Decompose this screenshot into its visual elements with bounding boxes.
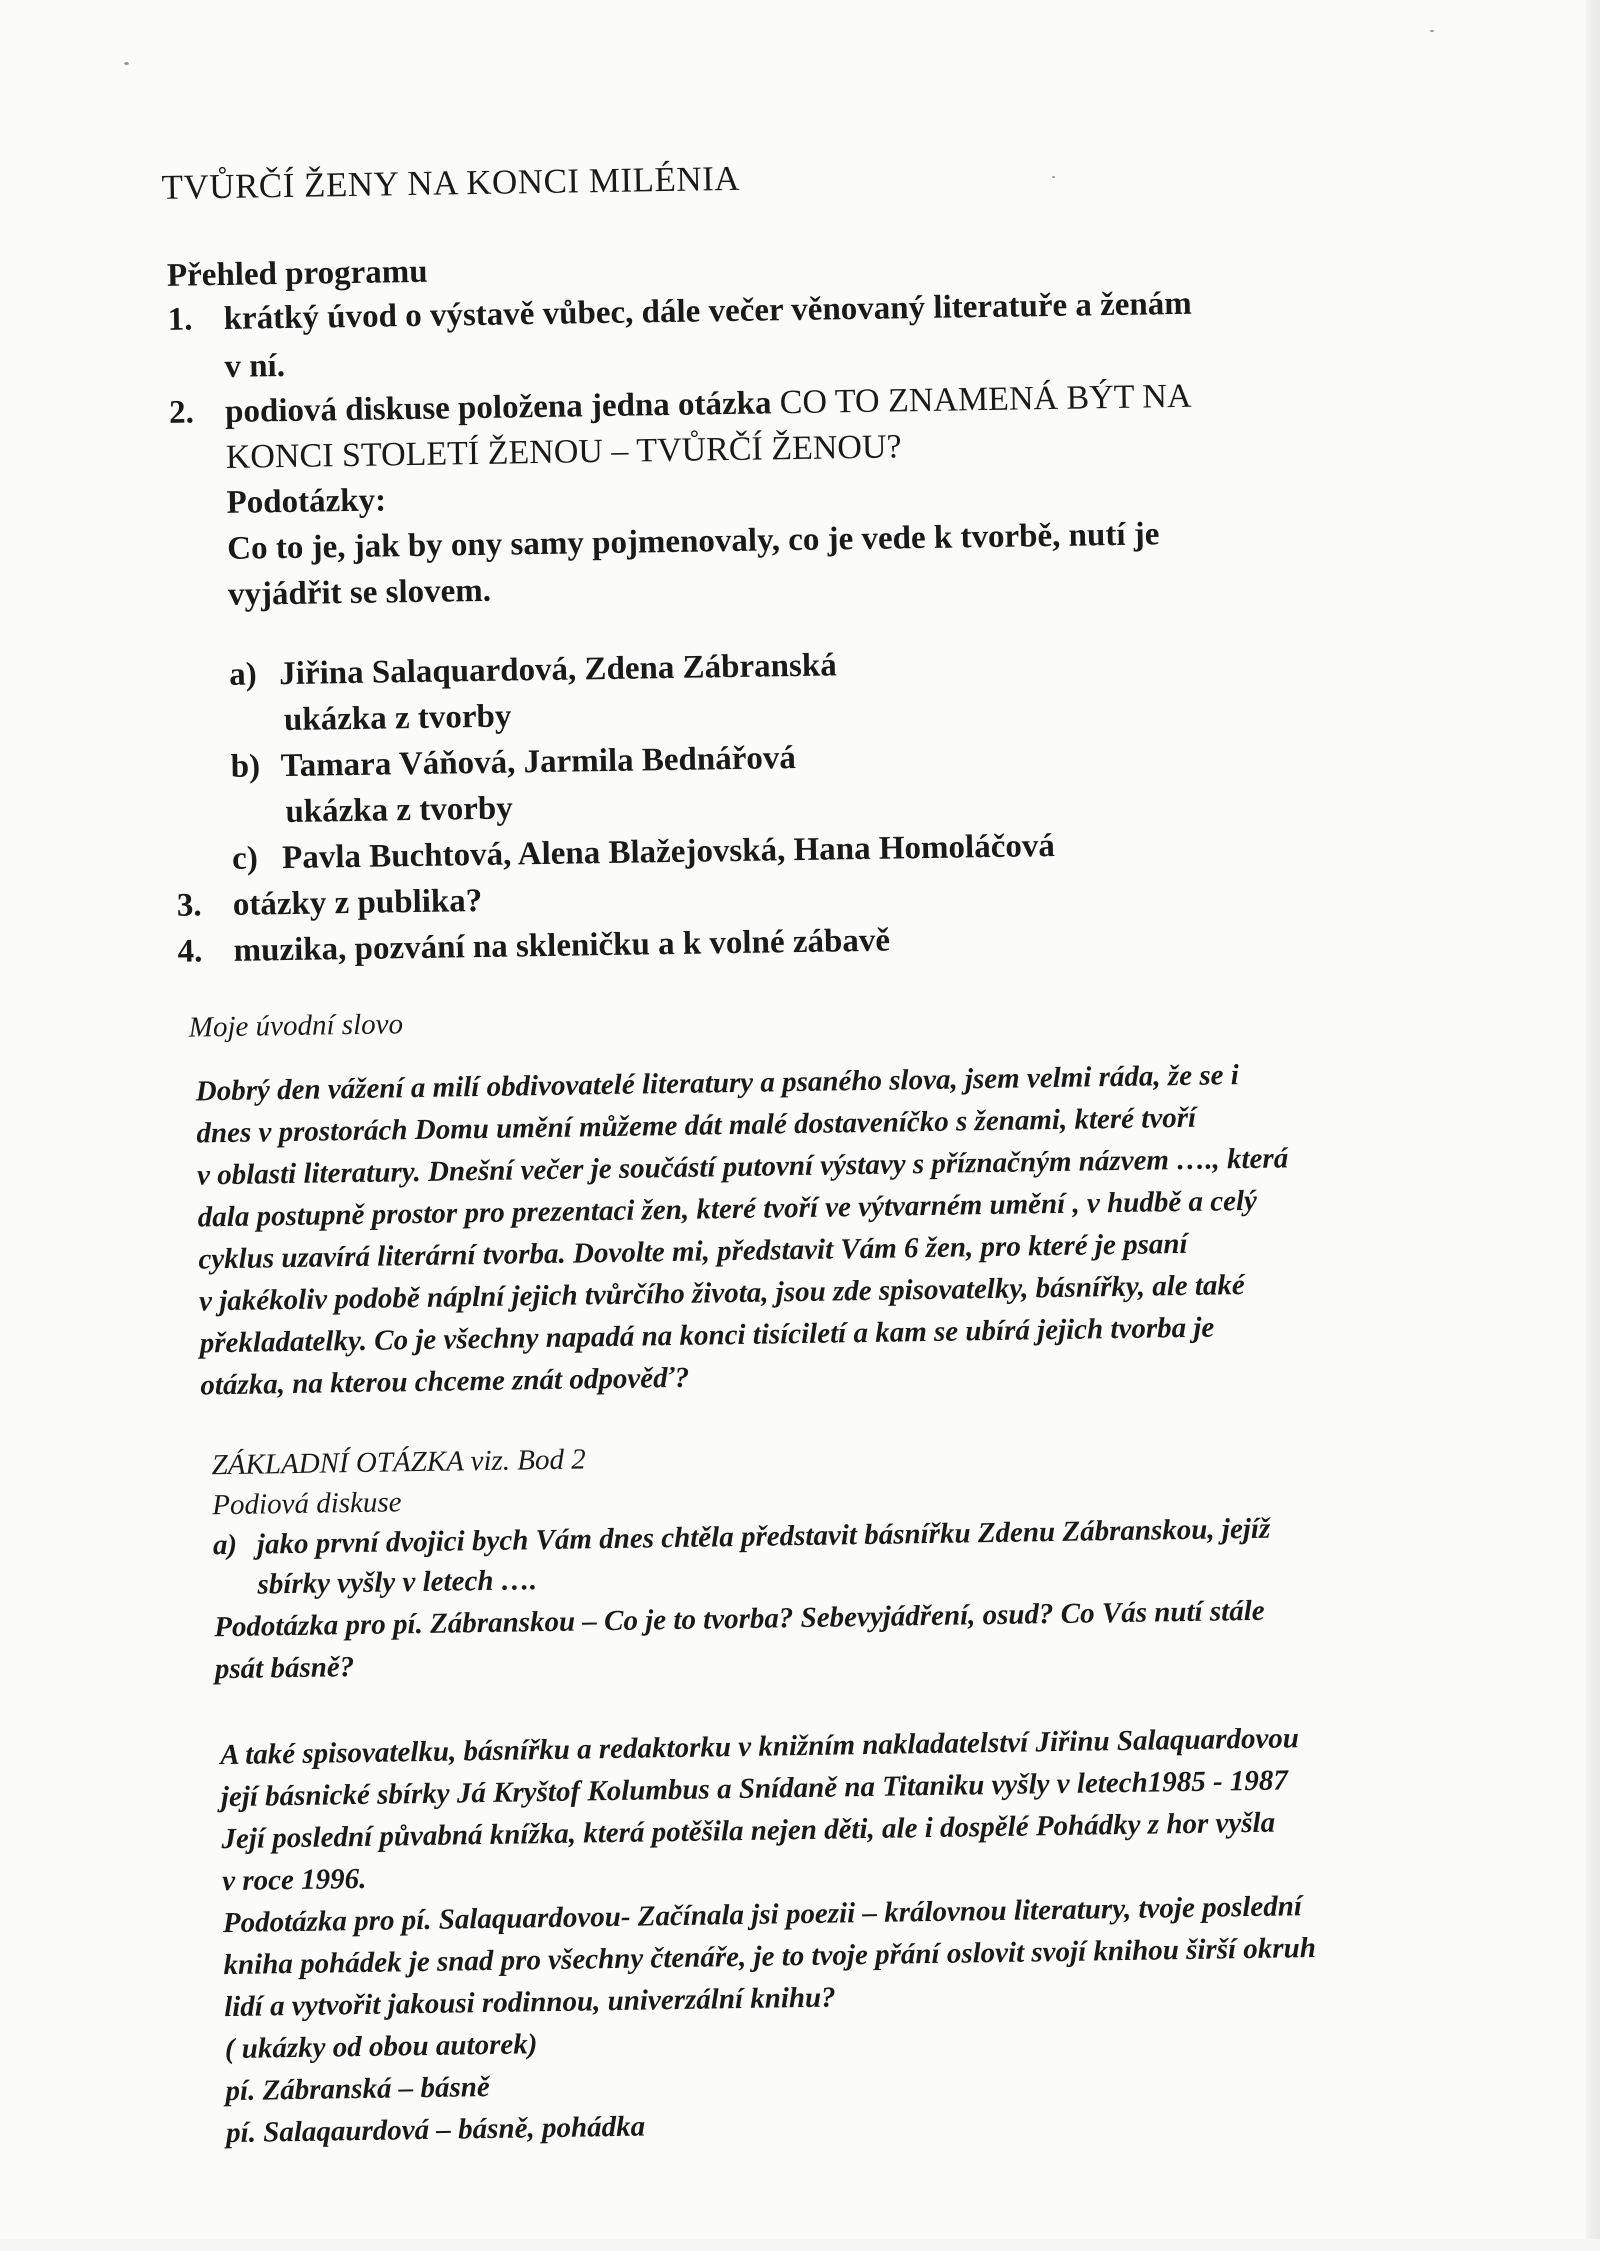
main-question: CO TO ZNAMENÁ BÝT NA <box>779 377 1192 422</box>
item-text: otázky z publika? <box>232 882 483 923</box>
item-number: 3. <box>176 887 202 924</box>
subitem-names: Jiřina Salaquardová, Zdena Zábranská <box>278 647 837 693</box>
program-item-2-cont <box>226 428 902 477</box>
discussion-heading: ZÁKLADNÍ OTÁZKA viz. Bod 2 <box>211 1443 586 1482</box>
discussion-item-a <box>213 1513 1271 1563</box>
subitem-letter: b) <box>230 748 261 785</box>
subitem-sample: ukázka z tvorby <box>285 790 514 831</box>
intro-heading: Moje úvodní slovo <box>188 1008 404 1044</box>
program-heading: Přehled programu <box>166 253 428 294</box>
subquestions-line: vyjádřit se slovem. <box>227 572 492 613</box>
program-item-1 <box>167 286 1192 339</box>
discussion-line: ( ukázky od obou autorek) <box>224 2028 538 2066</box>
intro-line: překladatelky. Co je všechny napadá na konci tisíciletí a kam se ubírá jejich tvorba je <box>199 1311 1215 1360</box>
intro-line: otázka, na kterou chceme znát odpověď? <box>200 1361 690 1402</box>
discussion-line: pí. Zábranská – básně <box>225 2070 490 2108</box>
item-number: 2. <box>168 394 195 431</box>
discussion-line: lidí a vytvořit jakousi rodinnou, univerzální knihu? <box>223 1981 836 2024</box>
subitem-sample: ukázka z tvorby <box>283 698 512 739</box>
discussion-subheading: Podiová diskuse <box>212 1486 402 1522</box>
intro-line: dnes v prostorách Domu umění můžeme dát malé dostaveníčko s ženami, které tvoří <box>196 1101 1197 1150</box>
discussion-line: její básnické sbírky Já Kryštof Kolumbus a Snídaně na Titaniku vyšly v letech1985 - 1987 <box>220 1764 1289 1814</box>
subitem-letter: c) <box>231 840 259 877</box>
subquestions-heading: Podotázky: <box>226 482 387 521</box>
intro-line: Dobrý den vážení a milí obdivovatelé literatury a psaného slova, jsem velmi ráda, že se i <box>195 1059 1240 1108</box>
program-item-3 <box>177 883 483 925</box>
main-question-cont: KONCI STOLETÍ ŽENOU – TVŮRČÍ ŽENOU? <box>225 428 902 476</box>
discussion-text: jako první dvojici bych Vám dnes chtěla představit básnířku Zdenu Zábranskou, jejíž <box>256 1512 1271 1561</box>
discussion-line: pí. Salaqaurdová – básně, pohádka <box>225 2110 646 2150</box>
item-text: podiová diskuse položena jedna otázka <box>224 385 772 430</box>
subitem-names: Tamara Váňová, Jarmila Bednářová <box>280 740 797 785</box>
intro-line: cyklus uzavírá literární tvorba. Dovolte mi, představit Vám 6 žen, pro které je psaní <box>198 1227 1188 1276</box>
discussion-line: kniha pohádek je snad pro všechny čtenáře, je to tvoje přání oslovit svojí knihou širší okruh <box>223 1932 1317 1982</box>
discussion-line: Podotázka pro pí. Salaquardovou- Začínala jsi poezii – královnou literatury, tvoje poslední <box>222 1890 1303 1940</box>
discussion-line: v roce 1996. <box>221 1862 367 1898</box>
intro-line: v jakékoliv podobě náplní jejich tvůrčího života, jsou zde spisovatelky, básnířky, ale také <box>198 1269 1246 1318</box>
intro-line: dala postupně prostor pro prezentaci žen, které tvoří ve výtvarném umění , v hudbě a celý <box>197 1184 1258 1234</box>
discussion-line: A také spisovatelku, básnířku a redaktorku v knižním nakladatelství Jiřinu Salaquardovou <box>219 1722 1300 1772</box>
program-item-1-cont: v ní. <box>224 348 286 385</box>
item-number: 4. <box>177 933 203 970</box>
discussion-line: Její poslední půvabná knížka, která potěšila nejen děti, ale i dospělé Pohádky z hor vyšla <box>221 1806 1276 1856</box>
intro-line: v oblasti literatury. Dnešní večer je součástí putovní výstavy s příznačným názvem …., která <box>196 1142 1289 1192</box>
subitem-letter: a) <box>228 656 258 693</box>
subitem-letter: a) <box>212 1528 238 1562</box>
item-number: 1. <box>167 301 193 338</box>
item-text: krátký úvod o výstavě vůbec, dále večer věnovaný literatuře a ženám <box>223 285 1193 337</box>
discussion-line: Podotázka pro pí. Zábranskou – Co je to tvorba? Sebevyjádření, osud? Co Vás nutí stále <box>213 1594 1265 1644</box>
item-text: muzika, pozvání na skleničku a k volné zábavě <box>233 922 891 969</box>
subquestions-line: Co to je, jak by ony samy pojmenovaly, co je vede k tvorbě, nutí je <box>226 516 1160 567</box>
program-item-4 <box>177 923 890 971</box>
program-subitem-a <box>229 647 837 694</box>
discussion-line: psát básně? <box>214 1651 355 1686</box>
discussion-line: sbírky vyšly v letech …. <box>257 1564 538 1601</box>
document-title: TVŮRČÍ ŽENY NA KONCI MILÉNIA <box>161 158 741 207</box>
subitem-names: Pavla Buchtová, Alena Blažejovská, Hana Homoláčová <box>281 827 1056 877</box>
program-subitem-b <box>230 740 796 786</box>
program-item-2 <box>169 378 1192 432</box>
program-subitem-c <box>232 828 1055 878</box>
